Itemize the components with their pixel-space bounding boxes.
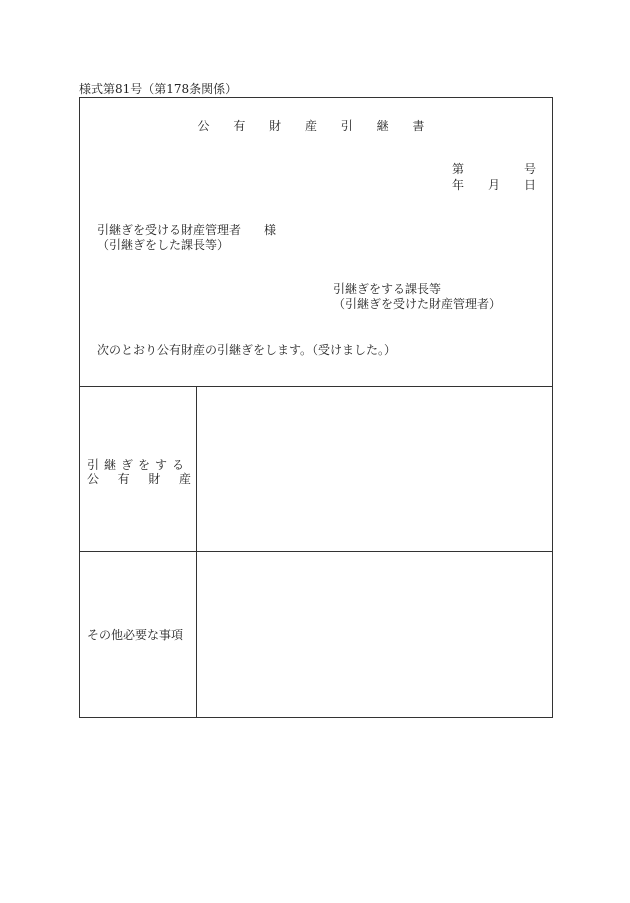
recipient-honorific: 様 xyxy=(264,223,277,237)
property-label-cell xyxy=(80,387,197,551)
date-day-label: 日 xyxy=(524,178,537,192)
document-number-label: 第 xyxy=(452,162,465,176)
other-matters-value-field[interactable] xyxy=(197,552,552,717)
property-label-char: 財 xyxy=(148,472,161,486)
property-label-line2 xyxy=(87,470,191,487)
date-year-label: 年 xyxy=(452,178,465,192)
transfer-form xyxy=(79,97,553,718)
property-label-line1: 引継ぎをする xyxy=(87,458,190,472)
recipient-title: 引継ぎを受ける財産管理者 xyxy=(97,223,242,237)
other-matters-label-cell xyxy=(80,552,197,717)
property-row xyxy=(80,387,552,552)
form-body-text: 次のとおり公有財産の引継ぎをします。（受けました。） xyxy=(97,343,397,357)
property-label-char: 産 xyxy=(178,472,191,486)
date-month-label: 月 xyxy=(488,178,501,192)
form-title: 公 有 財 産 引 継 書 xyxy=(197,119,435,133)
property-label-char: 公 xyxy=(87,472,100,486)
property-value-field[interactable] xyxy=(197,387,552,551)
sender-title: 引継ぎをする課長等 xyxy=(333,282,442,296)
property-label-char: 有 xyxy=(117,472,130,486)
form-number: 様式第81号（第178条関係） xyxy=(79,82,238,96)
recipient-alternate-title: （引継ぎをした課長等） xyxy=(97,238,230,252)
sender-alternate-title: （引継ぎを受けた財産管理者） xyxy=(333,297,502,311)
document-number-suffix: 号 xyxy=(524,162,537,176)
other-matters-label: その他必要な事項 xyxy=(87,628,184,642)
form-header-section xyxy=(80,98,552,387)
other-matters-row xyxy=(80,552,552,717)
